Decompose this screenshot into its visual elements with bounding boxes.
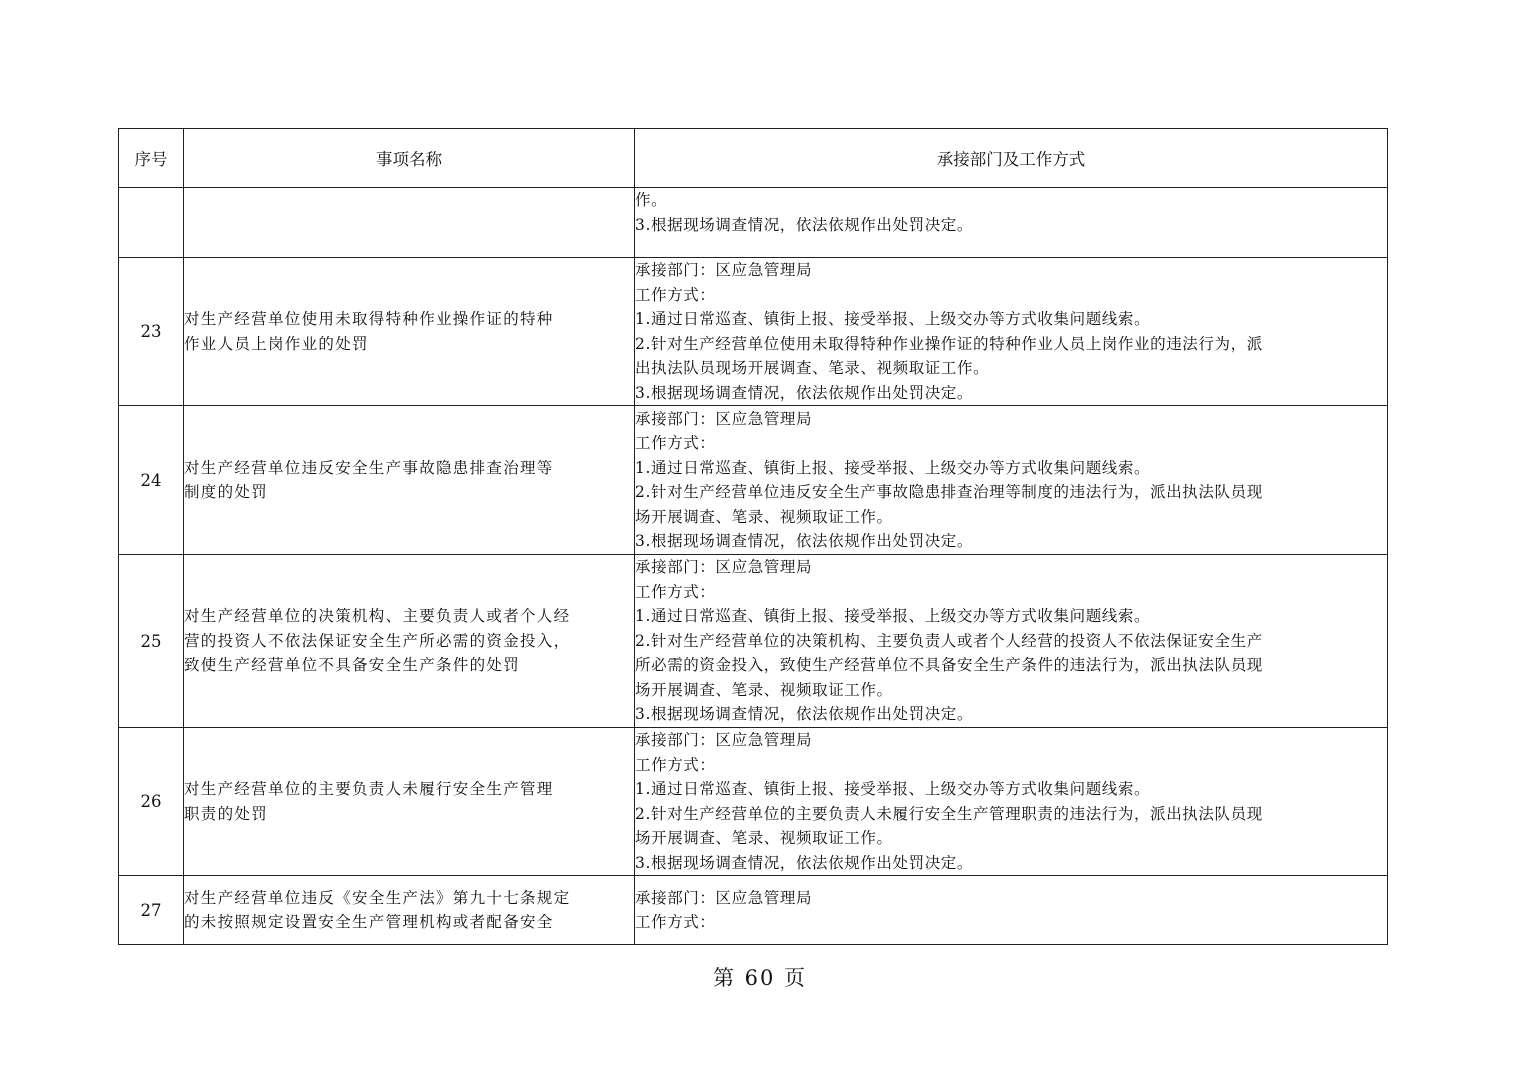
method-text-block (635, 188, 1387, 237)
method-line: 工作方式： (635, 285, 716, 304)
header-seq: 序号 (119, 129, 184, 188)
method-line: 承接部门：区应急管理局 (635, 888, 813, 907)
method-line: 1.通过日常巡查、镇街上报、接受举报、上级交办等方式收集问题线索。 (635, 458, 1151, 477)
matter-name-line: 营的投资人不依法保证安全生产所必需的资金投入， (184, 631, 571, 650)
header-name: 事项名称 (184, 129, 635, 188)
table-row (119, 406, 1388, 555)
matters-table (118, 128, 1388, 945)
method-line: 承接部门：区应急管理局 (635, 731, 813, 749)
table-row (119, 188, 1388, 258)
matter-name-line: 制度的处罚 (184, 483, 269, 501)
matter-name-line: 的未按照规定设置安全生产管理机构或者配备安全 (184, 913, 554, 931)
row-matter-name (184, 258, 635, 406)
method-line: 3.根据现场调查情况，依法依规作出处罚决定。 (635, 705, 973, 724)
method-line: 工作方式： (635, 434, 716, 452)
method-line: 2.针对生产经营单位使用未取得特种作业操作证的特种作业人员上岗作业的违法行为，派 (635, 334, 1263, 353)
row-department-method (635, 258, 1388, 406)
matter-name-line: 对生产经营单位的主要负责人未履行安全生产管理 (184, 780, 554, 798)
method-line: 场开展调查、笔录、视频取证工作。 (635, 507, 893, 526)
matter-name-line: 对生产经营单位违反《安全生产法》第九十七条规定 (184, 888, 571, 907)
table-row (119, 728, 1388, 876)
method-text-block (635, 555, 1387, 727)
method-line: 3.根据现场调查情况，依法依规作出处罚决定。 (635, 853, 973, 872)
row-seq: 26 (119, 728, 184, 876)
table-row (119, 258, 1388, 406)
row-matter-name (184, 728, 635, 876)
table-row (119, 876, 1388, 945)
method-line: 2.针对生产经营单位的决策机构、主要负责人或者个人经营的投资人不依法保证安全生产 (635, 631, 1263, 650)
method-line: 承接部门：区应急管理局 (635, 409, 813, 428)
method-line: 1.通过日常巡查、镇街上报、接受举报、上级交办等方式收集问题线索。 (635, 310, 1151, 328)
method-text-block (635, 407, 1387, 554)
method-line: 场开展调查、笔录、视频取证工作。 (635, 680, 893, 699)
matter-name-line: 致使生产经营单位不具备安全生产条件的处罚 (184, 656, 521, 675)
row-seq: 27 (119, 876, 184, 945)
matter-name-line: 对生产经营单位使用未取得特种作业操作证的特种 (184, 310, 554, 328)
row-seq: 25 (119, 555, 184, 728)
method-text-block (635, 886, 1387, 935)
method-text-block (635, 728, 1387, 875)
row-department-method (635, 188, 1388, 258)
method-line: 3.根据现场调查情况，依法依规作出处罚决定。 (635, 215, 973, 234)
header-method: 承接部门及工作方式 (635, 129, 1388, 188)
method-line: 作。 (635, 191, 668, 209)
method-line: 所必需的资金投入，致使生产经营单位不具备安全生产条件的违法行为，派出执法队员现 (635, 656, 1263, 675)
method-line: 1.通过日常巡查、镇街上报、接受举报、上级交办等方式收集问题线索。 (635, 780, 1151, 798)
method-line: 工作方式： (635, 755, 716, 774)
method-line: 3.根据现场调查情况，依法依规作出处罚决定。 (635, 532, 973, 550)
method-line: 出执法队员现场开展调查、笔录、视频取证工作。 (635, 359, 990, 377)
row-matter-name (184, 188, 635, 258)
method-text-block (635, 258, 1387, 405)
method-line: 2.针对生产经营单位的主要负责人未履行安全生产管理职责的违法行为，派出执法队员现 (635, 804, 1263, 823)
matter-name-line: 对生产经营单位违反安全生产事故隐患排查治理等 (184, 458, 554, 477)
method-line: 承接部门：区应急管理局 (635, 558, 813, 577)
method-line: 2.针对生产经营单位违反安全生产事故隐患排查治理等制度的违法行为，派出执法队员现 (635, 483, 1263, 501)
matter-name-line: 对生产经营单位的决策机构、主要负责人或者个人经 (184, 607, 571, 626)
row-matter-name (184, 876, 635, 945)
method-line: 1.通过日常巡查、镇街上报、接受举报、上级交办等方式收集问题线索。 (635, 607, 1151, 626)
row-matter-name (184, 555, 635, 728)
method-line: 3.根据现场调查情况，依法依规作出处罚决定。 (635, 383, 973, 402)
method-line: 场开展调查、笔录、视频取证工作。 (635, 829, 893, 847)
row-department-method (635, 406, 1388, 555)
table-row (119, 555, 1388, 728)
method-line: 承接部门：区应急管理局 (635, 261, 813, 279)
page-number: 第 60 页 (712, 966, 808, 990)
matter-name-line: 作业人员上岗作业的处罚 (184, 334, 369, 353)
row-seq (119, 188, 184, 258)
matter-name-line: 职责的处罚 (184, 804, 269, 823)
row-department-method (635, 555, 1388, 728)
table-header-row (119, 129, 1388, 188)
row-seq: 24 (119, 406, 184, 555)
row-department-method (635, 876, 1388, 945)
row-department-method (635, 728, 1388, 876)
row-matter-name (184, 406, 635, 555)
method-line: 工作方式： (635, 913, 716, 931)
table-body (119, 188, 1388, 945)
method-line: 工作方式： (635, 582, 716, 601)
row-seq: 23 (119, 258, 184, 406)
